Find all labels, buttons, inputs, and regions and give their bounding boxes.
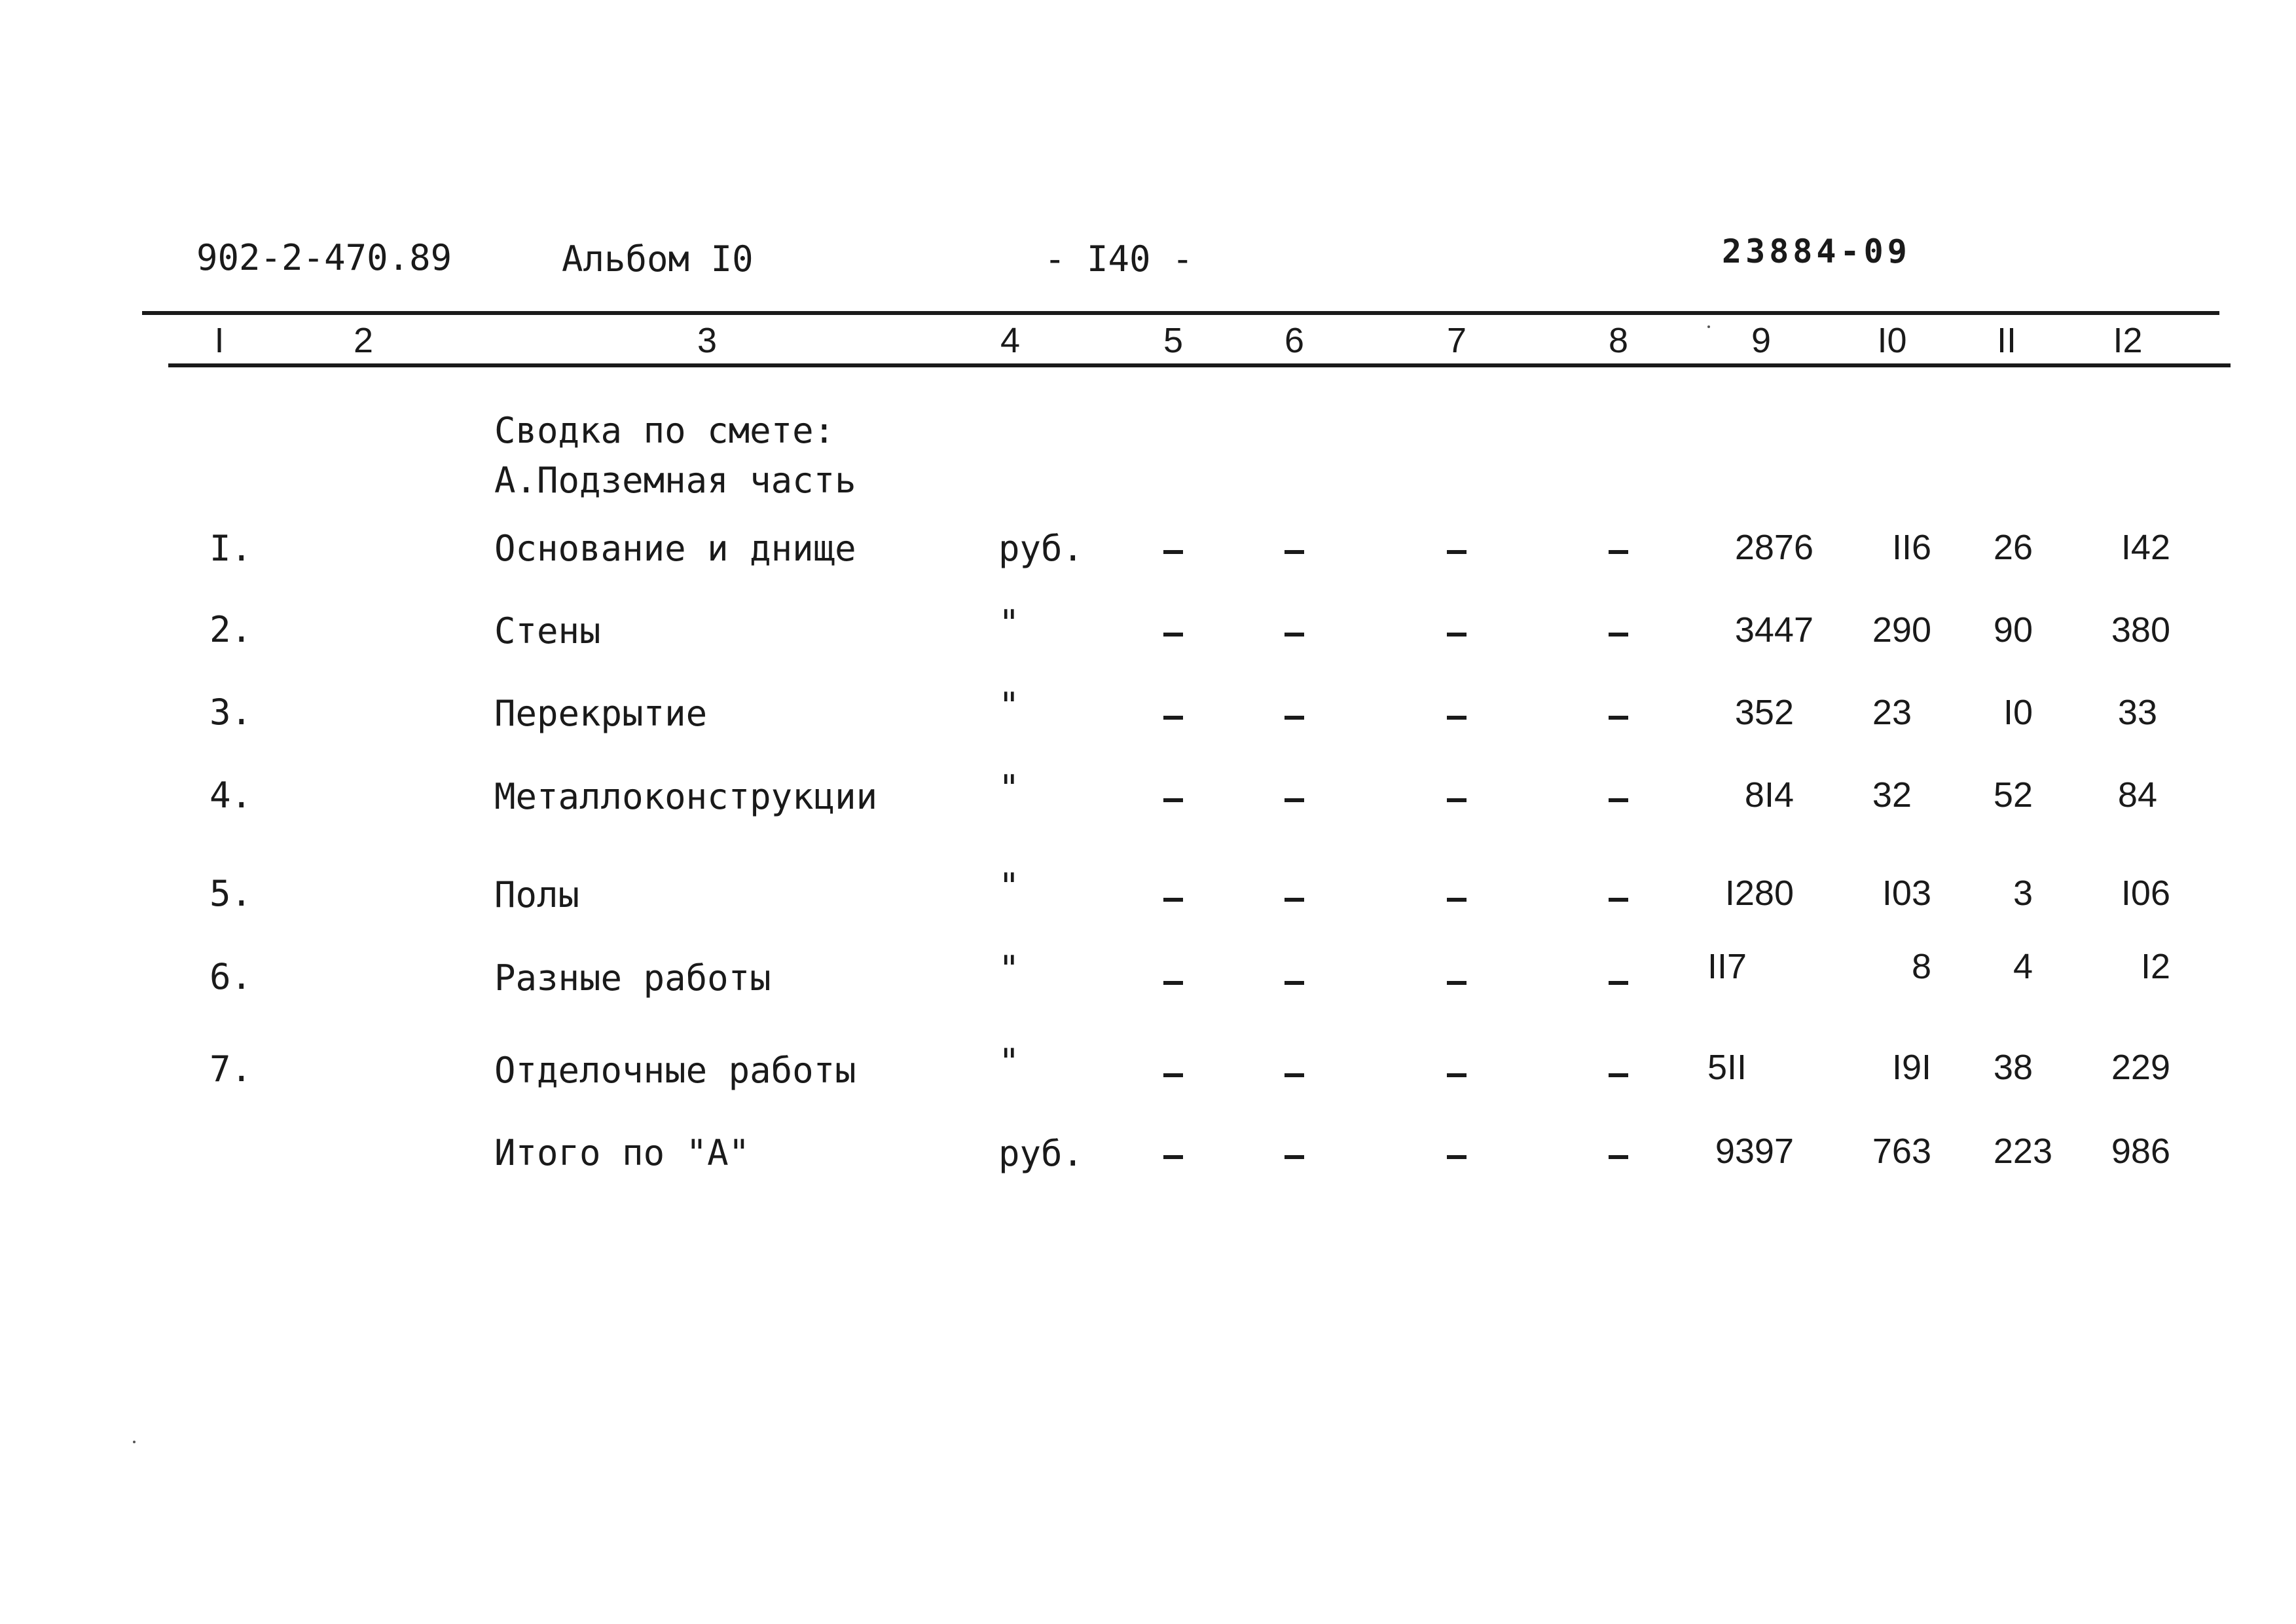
dash-c7: [1447, 981, 1467, 985]
album-label: Альбом I0: [562, 238, 754, 280]
cell-c9: 352: [1734, 693, 1794, 732]
row-unit: руб.: [998, 528, 1084, 569]
cell-c10: 23: [1872, 693, 1912, 732]
cell-c12: I42: [2121, 528, 2170, 567]
dash-c8: [1609, 1073, 1628, 1077]
dash-c6: [1285, 1073, 1304, 1077]
row-number: 2.: [210, 609, 253, 650]
row-name: Металлоконструкции: [494, 776, 878, 817]
column-header: 7: [1446, 321, 1467, 360]
column-header: 4: [1000, 321, 1021, 360]
cell-c12: I06: [2121, 874, 2170, 913]
column-header: 6: [1284, 321, 1305, 360]
top-rule: [142, 311, 2219, 315]
cell-c9: 8I4: [1744, 775, 1794, 815]
total-c9: 9397: [1715, 1132, 1794, 1171]
row-unit: ": [998, 948, 1020, 989]
cell-c12: I2: [2140, 947, 2170, 986]
dash-c6: [1285, 633, 1304, 637]
dash-c6: [1285, 1155, 1304, 1159]
doc-code: 902-2-470.89: [196, 237, 452, 278]
row-unit: ": [998, 685, 1020, 726]
row-name: Стены: [494, 610, 601, 652]
total-unit: руб.: [998, 1133, 1084, 1174]
dash-c7: [1447, 798, 1467, 802]
dash-c6: [1285, 798, 1304, 802]
dash-c8: [1609, 550, 1628, 554]
dash-c5: [1163, 633, 1183, 637]
cell-c12: 33: [2117, 693, 2157, 732]
dash-c7: [1447, 633, 1467, 637]
cell-c10: I9I: [1891, 1048, 1931, 1087]
column-header-rule: [168, 363, 2231, 367]
row-name: Основание и днище: [494, 528, 856, 569]
dash-c5: [1163, 1073, 1183, 1077]
cell-c11: 38: [1993, 1048, 2033, 1087]
section-title: Сводка по смете:: [494, 410, 835, 451]
dash-c6: [1285, 716, 1304, 720]
column-header: I2: [2113, 321, 2143, 360]
column-header: II: [1996, 321, 2016, 360]
section-subtitle: А.Подземная часть: [494, 460, 856, 501]
row-name: Полы: [494, 874, 580, 915]
cell-c12: 380: [2111, 610, 2170, 650]
column-header: 9: [1751, 321, 1772, 360]
cell-c9: 2876: [1734, 528, 1813, 567]
dash-c7: [1447, 1155, 1467, 1159]
row-number: 3.: [210, 692, 253, 733]
dash-c8: [1609, 633, 1628, 637]
dash-c7: [1447, 550, 1467, 554]
dash-c7: [1447, 716, 1467, 720]
cell-c9: 3447: [1734, 610, 1813, 650]
cell-c12: 84: [2117, 775, 2157, 815]
column-header: 3: [697, 321, 718, 360]
cell-c11: 3: [2013, 874, 2033, 913]
cell-c9: 5II: [1707, 1048, 1747, 1087]
cell-c11: 26: [1993, 528, 2033, 567]
dash-c8: [1609, 798, 1628, 802]
row-name: Разные работы: [494, 957, 771, 999]
dash-c5: [1163, 1155, 1183, 1159]
dash-c8: [1609, 981, 1628, 985]
stamp-number: 23884-09: [1722, 232, 1911, 270]
dash-c7: [1447, 898, 1467, 902]
dash-c5: [1163, 716, 1183, 720]
dash-c6: [1285, 550, 1304, 554]
dash-c6: [1285, 981, 1304, 985]
page-number: - I40 -: [1044, 238, 1194, 280]
total-c10: 763: [1872, 1132, 1931, 1171]
column-header: 5: [1163, 321, 1184, 360]
cell-c10: 8: [1911, 947, 1931, 986]
row-unit: ": [998, 602, 1020, 644]
cell-c11: I0: [2003, 693, 2033, 732]
row-name: Перекрытие: [494, 693, 708, 734]
total-c12: 986: [2111, 1132, 2170, 1171]
column-header: I0: [1877, 321, 1907, 360]
total-label: Итого по "А": [494, 1132, 750, 1173]
cell-c12: 229: [2111, 1048, 2170, 1087]
row-number: 6.: [210, 956, 253, 997]
column-header: 8: [1608, 321, 1629, 360]
row-number: 7.: [210, 1048, 253, 1090]
dash-c5: [1163, 550, 1183, 554]
dash-c8: [1609, 716, 1628, 720]
cell-c9: I280: [1724, 874, 1794, 913]
cell-c11: 4: [2013, 947, 2033, 986]
row-number: 5.: [210, 873, 253, 914]
row-unit: ": [998, 1041, 1020, 1082]
dash-c7: [1447, 1073, 1467, 1077]
dash-c8: [1609, 898, 1628, 902]
cell-c10: I03: [1882, 874, 1931, 913]
dash-c5: [1163, 798, 1183, 802]
scan-speck: [133, 1441, 136, 1443]
cell-c11: 90: [1993, 610, 2033, 650]
dash-c6: [1285, 898, 1304, 902]
dash-c5: [1163, 981, 1183, 985]
cell-c10: 32: [1872, 775, 1912, 815]
cell-c10: 290: [1872, 610, 1931, 650]
cell-c10: II6: [1891, 528, 1931, 567]
total-c11: 223: [1993, 1132, 2052, 1171]
row-unit: ": [998, 866, 1020, 907]
row-number: 4.: [210, 775, 253, 816]
scan-speck: [1707, 325, 1710, 328]
dash-c5: [1163, 898, 1183, 902]
row-unit: ": [998, 767, 1020, 809]
row-number: I.: [210, 528, 253, 569]
row-name: Отделочные работы: [494, 1050, 856, 1091]
cell-c9: II7: [1707, 947, 1747, 986]
dash-c8: [1609, 1155, 1628, 1159]
column-header: I: [214, 321, 225, 360]
column-header: 2: [353, 321, 374, 360]
cell-c11: 52: [1993, 775, 2033, 815]
